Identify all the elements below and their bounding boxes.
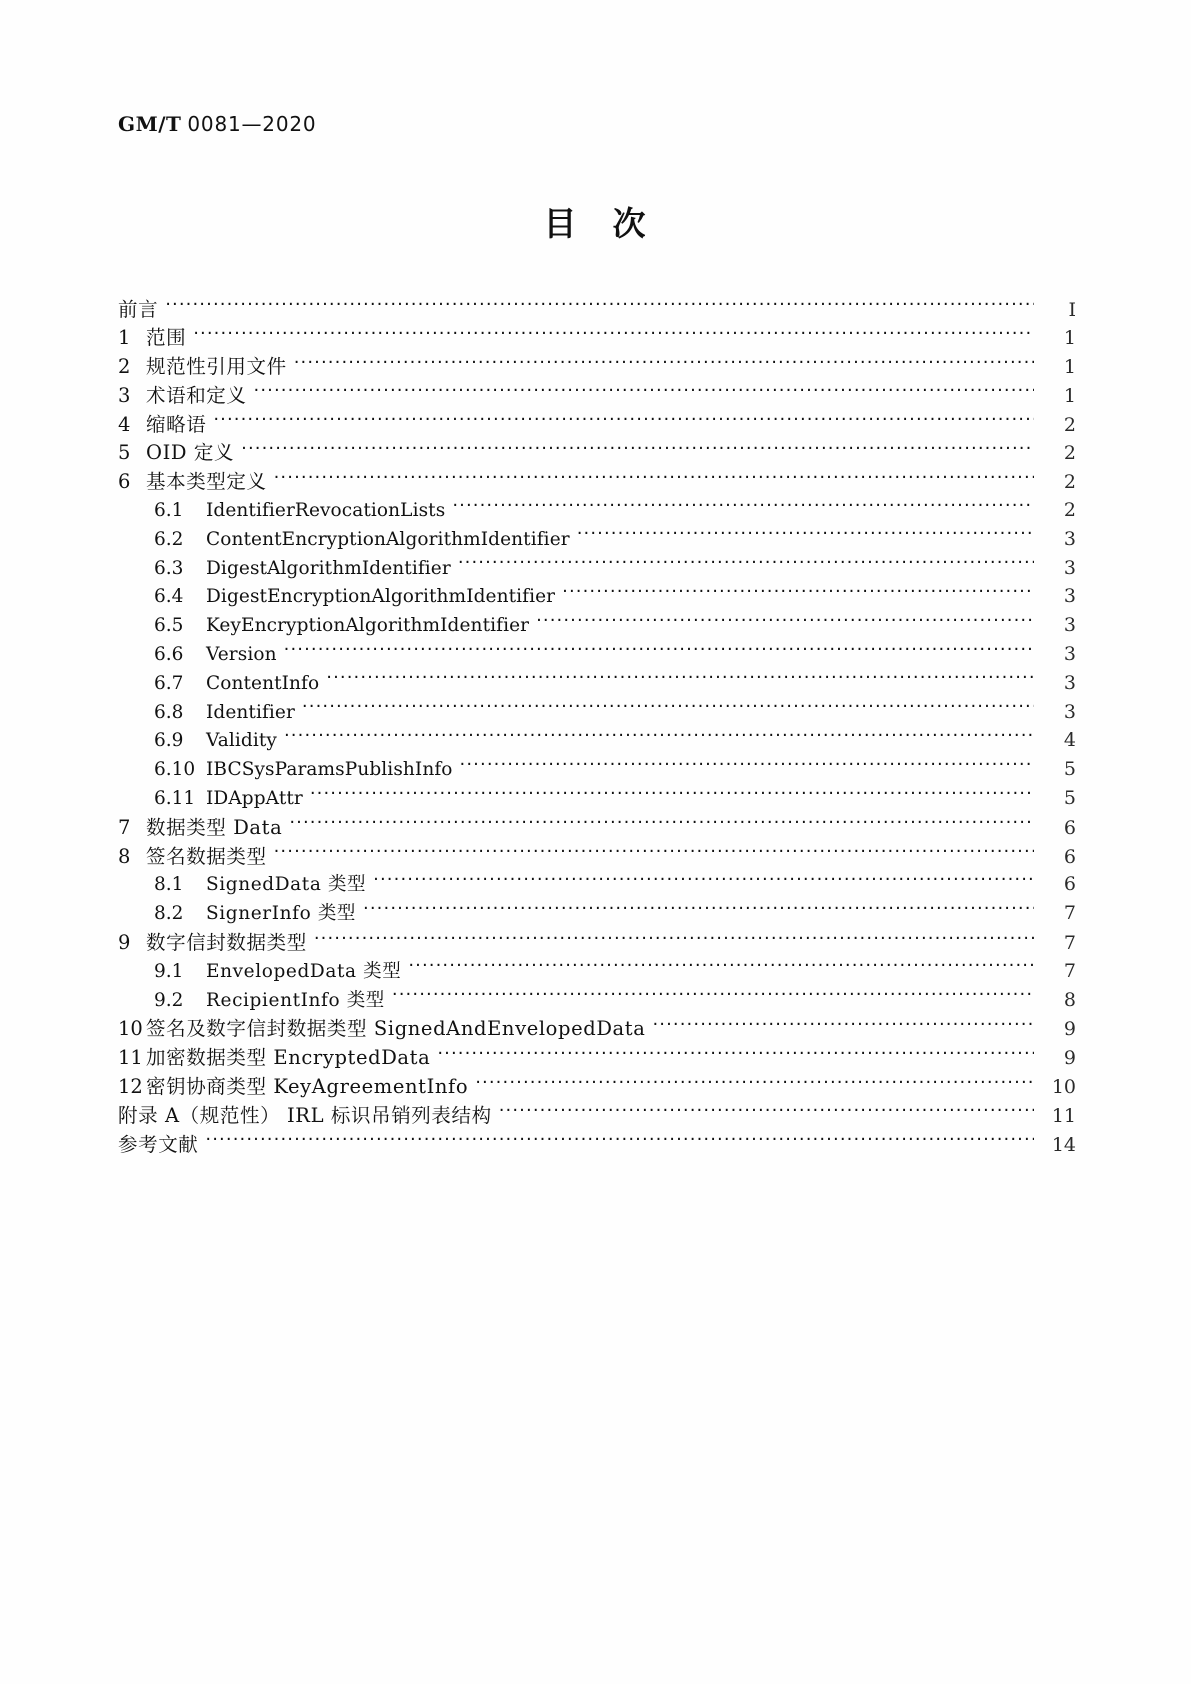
toc-entry-number: 6.4 <box>154 586 184 608</box>
toc-entry-number: 11 <box>118 1046 143 1070</box>
toc-entry-page-number: 3 <box>1063 527 1076 550</box>
toc-entry-label: 规范性引用文件 <box>146 355 287 379</box>
toc-entry-number: 9.2 <box>154 989 184 1011</box>
toc-entry-number: 6.6 <box>154 644 184 666</box>
toc-entry-number: 9.1 <box>154 960 184 982</box>
toc-entry-label: DigestAlgorithmIdentifier <box>206 557 451 579</box>
toc-entry-page-number: 3 <box>1063 614 1076 637</box>
toc-entry-label: 附录 A（规范性） IRL 标识吊销列表结构 <box>118 1103 492 1127</box>
toc-entry-number: 8 <box>118 844 131 868</box>
toc-entry[interactable] <box>118 872 1076 901</box>
toc-entry-page-number: 2 <box>1063 442 1076 465</box>
toc-entry-label: 参考文献 <box>118 1132 199 1156</box>
toc-entry[interactable] <box>118 843 1076 872</box>
toc-entry-page-number: 6 <box>1063 816 1076 839</box>
toc-entry-page-number: 3 <box>1063 671 1076 694</box>
toc-entry[interactable] <box>118 498 1076 527</box>
toc-dot-leader <box>392 987 1034 1006</box>
toc-dot-leader <box>274 469 1034 489</box>
toc-dot-leader <box>475 1074 1034 1094</box>
toc-entry-number: 9 <box>118 931 131 955</box>
toc-entry-page-number: 9 <box>1063 1047 1076 1070</box>
toc-entry-page-number: 5 <box>1063 787 1076 810</box>
toc-entry-label: 前言 <box>118 297 159 321</box>
toc-entry[interactable] <box>118 1016 1076 1045</box>
toc-dot-leader <box>460 757 1034 776</box>
toc-entry[interactable] <box>118 901 1076 930</box>
toc-dot-leader <box>452 498 1034 517</box>
toc-entry[interactable] <box>118 1131 1076 1160</box>
toc-entry-label: SignedData 类型 <box>206 874 367 896</box>
toc-dot-leader <box>274 843 1034 863</box>
toc-entry-page-number: 1 <box>1063 384 1076 407</box>
toc-entry[interactable] <box>118 987 1076 1016</box>
toc-entry[interactable] <box>118 642 1076 671</box>
toc-entry-label: IdentifierRevocationLists <box>206 500 446 522</box>
toc-entry-page-number: 3 <box>1063 556 1076 579</box>
toc-dot-leader <box>310 786 1034 805</box>
toc-entry-label: 术语和定义 <box>146 383 247 407</box>
toc-entry-label: Validity <box>206 730 277 752</box>
toc-entry-label: 缩略语 <box>146 412 207 436</box>
toc-entry[interactable] <box>118 1102 1076 1131</box>
title-char-2: 次 <box>612 204 648 243</box>
toc-dot-leader <box>536 613 1034 632</box>
toc-entry[interactable] <box>118 699 1076 728</box>
toc-entry-page-number: 6 <box>1063 845 1076 868</box>
toc-dot-leader <box>577 526 1034 545</box>
toc-entry[interactable] <box>118 613 1076 642</box>
toc-entry-label: Version <box>206 644 277 666</box>
toc-dot-leader <box>458 555 1034 574</box>
toc-dot-leader <box>314 930 1034 950</box>
toc-entry-label: 加密数据类型 EncryptedData <box>146 1046 431 1070</box>
standard-number: 0081—2020 <box>187 112 317 136</box>
toc-entry[interactable] <box>118 728 1076 757</box>
toc-entry-number: 6.1 <box>154 500 184 522</box>
toc-dot-leader <box>284 728 1034 747</box>
toc-dot-leader <box>302 699 1034 718</box>
toc-entry[interactable] <box>118 411 1076 440</box>
toc-dot-leader <box>326 670 1034 689</box>
toc-dot-leader <box>254 382 1034 402</box>
toc-entry-number: 6.3 <box>154 557 184 579</box>
toc-entry[interactable] <box>118 584 1076 613</box>
toc-entry-number: 2 <box>118 355 131 379</box>
toc-entry-label: Identifier <box>206 701 295 723</box>
toc-dot-leader <box>193 325 1034 345</box>
toc-entry-number: 4 <box>118 412 131 436</box>
toc-entry-page-number: 6 <box>1063 873 1076 896</box>
page-title <box>0 198 1191 245</box>
toc-dot-leader <box>165 296 1034 316</box>
toc-dot-leader <box>408 958 1034 977</box>
toc-entry[interactable] <box>118 354 1076 383</box>
toc-entry-page-number: 9 <box>1063 1018 1076 1041</box>
toc-entry[interactable] <box>118 958 1076 987</box>
toc-entry-number: 6.2 <box>154 528 184 550</box>
toc-entry-number: 6.8 <box>154 701 184 723</box>
toc-entry-label: 数字信封数据类型 <box>146 931 307 955</box>
toc-entry-page-number: 3 <box>1063 643 1076 666</box>
toc-entry-label: 基本类型定义 <box>146 470 267 494</box>
toc-entry-number: 6 <box>118 470 131 494</box>
toc-entry[interactable] <box>118 440 1076 469</box>
toc-entry-label: ContentEncryptionAlgorithmIdentifier <box>206 528 570 550</box>
toc-entry[interactable] <box>118 526 1076 555</box>
toc-dot-leader <box>289 814 1034 834</box>
running-header <box>118 112 316 136</box>
toc-entry-page-number: 2 <box>1063 499 1076 522</box>
toc-dot-leader <box>437 1045 1034 1065</box>
toc-entry[interactable] <box>118 786 1076 815</box>
toc-entry-number: 6.11 <box>154 788 196 810</box>
toc-entry-label: ContentInfo <box>206 672 320 694</box>
toc-entry-number: 6.9 <box>154 730 184 752</box>
toc-entry-page-number: 2 <box>1063 413 1076 436</box>
toc-entry-number: 1 <box>118 326 131 350</box>
toc-entry[interactable] <box>118 930 1076 959</box>
toc-entry-page-number: 4 <box>1063 729 1076 752</box>
toc-entry-page-number: I <box>1068 298 1076 321</box>
toc-entry-number: 6.7 <box>154 672 184 694</box>
toc-entry-label: OID 定义 <box>146 441 235 465</box>
toc-entry-label: EnvelopedData 类型 <box>206 960 402 982</box>
toc-entry-label: 密钥协商类型 KeyAgreementInfo <box>146 1075 469 1099</box>
toc-entry-number: 6.10 <box>154 759 196 781</box>
toc-entry-label: 签名数据类型 <box>146 844 267 868</box>
toc-entry-page-number: 7 <box>1063 902 1076 925</box>
toc-entry[interactable] <box>118 382 1076 411</box>
toc-entry-number: 3 <box>118 383 131 407</box>
toc-entry-page-number: 1 <box>1063 327 1076 350</box>
toc-entry-number: 8.1 <box>154 874 184 896</box>
toc-entry-number: 8.2 <box>154 903 184 925</box>
toc-entry-label: IBCSysParamsPublishInfo <box>206 759 453 781</box>
table-of-contents <box>118 296 1076 1160</box>
toc-entry-number: 10 <box>118 1017 143 1041</box>
toc-entry-label: DigestEncryptionAlgorithmIdentifier <box>206 586 556 608</box>
toc-entry-page-number: 8 <box>1063 988 1076 1011</box>
toc-entry[interactable] <box>118 670 1076 699</box>
toc-entry-label: IDAppAttr <box>206 788 303 810</box>
toc-dot-leader <box>562 584 1034 603</box>
toc-dot-leader <box>652 1016 1034 1036</box>
toc-entry[interactable] <box>118 757 1076 786</box>
toc-entry-page-number: 7 <box>1063 932 1076 955</box>
toc-entry-label: 范围 <box>146 326 187 350</box>
toc-entry-label: KeyEncryptionAlgorithmIdentifier <box>206 615 530 637</box>
toc-entry-page-number: 5 <box>1063 758 1076 781</box>
toc-entry-page-number: 3 <box>1063 585 1076 608</box>
toc-entry-page-number: 7 <box>1063 959 1076 982</box>
title-char-1: 目 <box>543 204 579 243</box>
toc-entry[interactable] <box>118 1074 1076 1103</box>
toc-dot-leader <box>294 354 1034 374</box>
toc-entry-label: SignerInfo 类型 <box>206 903 357 925</box>
toc-dot-leader <box>213 411 1034 431</box>
toc-dot-leader <box>363 901 1034 920</box>
toc-entry-label: RecipientInfo 类型 <box>206 989 385 1011</box>
toc-entry-number: 5 <box>118 441 131 465</box>
toc-entry[interactable] <box>118 325 1076 354</box>
toc-entry-page-number: 10 <box>1051 1076 1076 1099</box>
toc-dot-leader <box>373 872 1034 891</box>
toc-entry[interactable] <box>118 469 1076 498</box>
toc-entry-number: 7 <box>118 815 131 839</box>
toc-entry-page-number: 14 <box>1051 1133 1076 1156</box>
toc-entry-page-number: 1 <box>1063 356 1076 379</box>
toc-entry[interactable] <box>118 814 1076 843</box>
toc-entry-page-number: 2 <box>1063 471 1076 494</box>
toc-entry[interactable] <box>118 296 1076 325</box>
toc-dot-leader <box>205 1131 1034 1151</box>
toc-entry-label: 签名及数字信封数据类型 SignedAndEnvelopedData <box>146 1017 646 1041</box>
toc-dot-leader <box>284 642 1034 661</box>
toc-entry-number: 6.5 <box>154 615 184 637</box>
toc-entry[interactable] <box>118 555 1076 584</box>
standard-id: GM/T <box>118 112 182 136</box>
toc-entry[interactable] <box>118 1045 1076 1074</box>
toc-entry-page-number: 11 <box>1051 1104 1076 1127</box>
toc-entry-label: 数据类型 Data <box>146 815 283 839</box>
toc-dot-leader <box>241 440 1034 460</box>
toc-entry-page-number: 3 <box>1063 700 1076 723</box>
toc-dot-leader <box>499 1102 1034 1122</box>
toc-entry-number: 12 <box>118 1075 143 1099</box>
